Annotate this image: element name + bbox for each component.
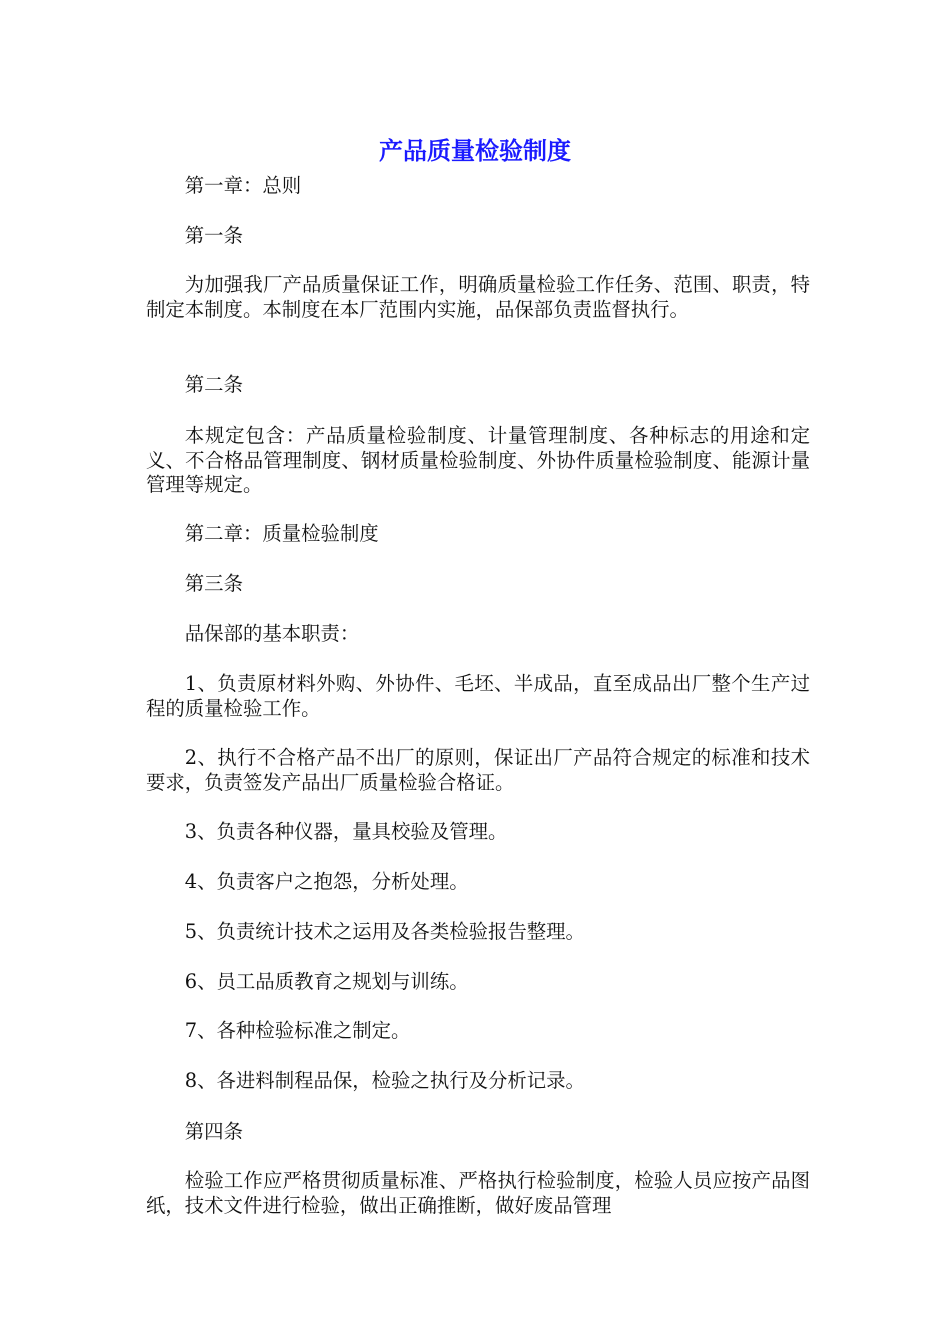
article-4-heading: 第四条 <box>184 1120 243 1143</box>
article-1-heading: 第一条 <box>184 224 243 247</box>
article-2-heading: 第二条 <box>184 373 243 396</box>
duty-item-3: 3、负责各种仪器，量具校验及管理。 <box>184 820 508 843</box>
duty-item-8: 8、各进料制程品保，检验之执行及分析记录。 <box>184 1069 585 1092</box>
article-3-heading: 第三条 <box>184 572 243 595</box>
document-title: 产品质量检验制度 <box>379 137 571 165</box>
duty-item-7: 7、各种检验标准之制定。 <box>184 1019 411 1042</box>
chapter-1-heading: 第一章：总则 <box>184 174 302 197</box>
duty-item-6: 6、员工品质教育之规划与训练。 <box>184 970 469 993</box>
article-1-text: 为加强我厂产品质量保证工作，明确质量检验工作任务、范围、职责，特制定本制度。本制度在本厂范围内实施，品保部负责监督执行。 <box>146 273 810 321</box>
duty-item-4: 4、负责客户之抱怨，分析处理。 <box>184 870 469 893</box>
duty-item-1: 1、负责原材料外购、外协件、毛坯、半成品，直至成品出厂整个生产过程的质量检验工作。 <box>146 672 810 720</box>
article-4-text: 检验工作应严格贯彻质量标准、严格执行检验制度，检验人员应按产品图纸，技术文件进行检验，做出正确推断，做好废品管理 <box>146 1169 810 1217</box>
duty-item-2: 2、执行不合格产品不出厂的原则，保证出厂产品符合规定的标准和技术要求，负责签发产品出厂质量检验合格证。 <box>146 746 810 794</box>
duty-item-5: 5、负责统计技术之运用及各类检验报告整理。 <box>184 920 585 943</box>
article-2-text: 本规定包含：产品质量检验制度、计量管理制度、各种标志的用途和定义、不合格品管理制度、钢材质量检验制度、外协件质量检验制度、能源计量管理等规定。 <box>146 424 810 496</box>
article-3-intro: 品保部的基本职责： <box>184 622 360 645</box>
chapter-2-heading: 第二章：质量检验制度 <box>184 522 379 545</box>
